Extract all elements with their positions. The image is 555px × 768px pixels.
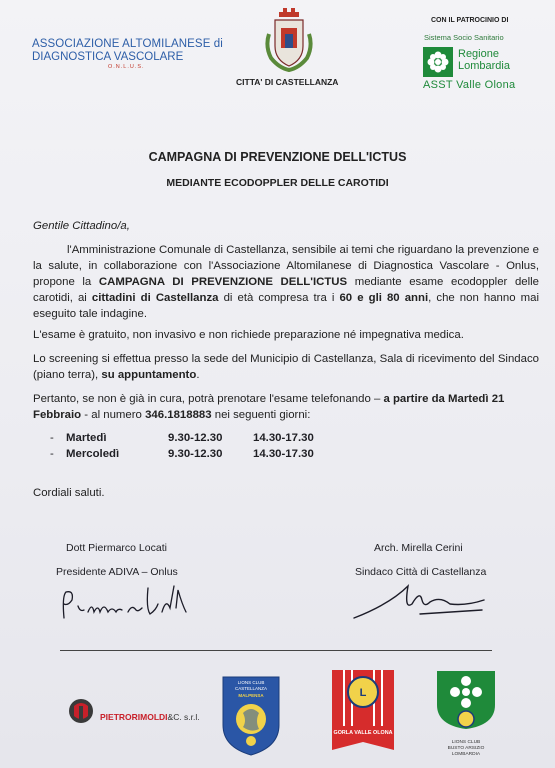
association-name-line1: ASSOCIAZIONE ALTOMILANESE di xyxy=(32,38,223,50)
lions-club-gorla-valle-olona-banner xyxy=(330,668,396,752)
health-system-label: Sistema Socio Sanitario xyxy=(424,33,504,42)
rimoldi-logo xyxy=(66,696,96,726)
right-handwritten-signature xyxy=(350,574,500,624)
greeting: Gentile Cittadino/a, xyxy=(33,220,130,232)
region-name-line1: Regione xyxy=(458,48,499,60)
closing-salutation: Cordiali saluti. xyxy=(33,487,105,499)
paragraph-exam-info: L'esame è gratuito, non invasivo e non richiede preparazione né impegnativa medica. xyxy=(33,329,464,341)
patronage-label: CON IL PATROCINIO DI xyxy=(431,17,509,24)
asst-name: ASST Valle Olona xyxy=(423,79,516,91)
svg-text:LIONS CLUB: LIONS CLUB xyxy=(237,680,265,685)
lions-club-castellanza-shield xyxy=(221,675,281,757)
paragraph-booking: Pertanto, se non è già in cura, potrà prenotare l'esame telefonando – a partire da Martedì 21 Febbraio - al numero 346.1818883 nei seguenti giorni: xyxy=(33,393,505,421)
rimoldi-company-name: PIETRORIMOLDI&C. s.r.l. xyxy=(100,712,200,722)
castellanza-crest-logo xyxy=(263,6,315,74)
schedule-row: - Mercoledì 9.30-12.30 14.30-17.30 xyxy=(50,448,314,460)
association-onlus: O.N.L.U.S. xyxy=(108,64,145,70)
lombardia-rose-logo xyxy=(423,47,453,77)
busto-arsizio-caption: LIONS CLUB BUSTO ARSIZIO LOMBARDIA xyxy=(447,740,485,757)
left-handwritten-signature xyxy=(58,578,198,626)
document-title: CAMPAGNA DI PREVENZIONE DELL'ICTUS xyxy=(148,150,407,164)
right-signatory-role: Sindaco Città di Castellanza xyxy=(355,566,487,578)
footer-divider xyxy=(60,650,492,651)
right-signatory-name: Arch. Mirella Cerini xyxy=(374,542,463,554)
svg-text:MALPENSA: MALPENSA xyxy=(238,693,264,698)
schedule-row: - Martedì 9.30-12.30 14.30-17.30 xyxy=(50,432,314,444)
paragraph-location: Lo screening si effettua presso la sede del Municipio di Castellanza, Sala di ricevimento del Sindaco (piano terra), su appuntamento. xyxy=(33,353,539,381)
svg-text:GORLA VALLE OLONA: GORLA VALLE OLONA xyxy=(333,730,393,736)
svg-text:CASTELLANZA: CASTELLANZA xyxy=(234,686,268,691)
left-signatory-name: Dott Piermarco Locati xyxy=(66,542,167,554)
lions-club-busto-arsizio-logo xyxy=(435,669,497,731)
document-subtitle: MEDIANTE ECODOPPLER DELLE CAROTIDI xyxy=(166,177,389,189)
association-name-line2: DIAGNOSTICA VASCOLARE xyxy=(32,51,184,63)
svg-text:L: L xyxy=(359,687,367,699)
paragraph-intro: l'Amministrazione Comunale di Castellanza, sensibile ai temi che riguardano la prevenzione e la salute, in collaborazione con l'Associazione Altomilanese di Diagnostica Vascolare - Onlus, propone la CAMPAGNA DI PREVENZIONE DELL'ICTUS mediante esame ecodoppler delle carotidi, ai cittadini di Castellanza di età compresa tra i 60 e gli 80 anni, che non hanno mai eseguito tale indagine. xyxy=(33,244,540,320)
region-name-line2: Lombardia xyxy=(458,60,510,72)
booking-schedule xyxy=(50,430,314,462)
left-signatory-role: Presidente ADIVA – Onlus xyxy=(56,566,178,578)
city-name: CITTA' DI CASTELLANZA xyxy=(236,77,339,87)
